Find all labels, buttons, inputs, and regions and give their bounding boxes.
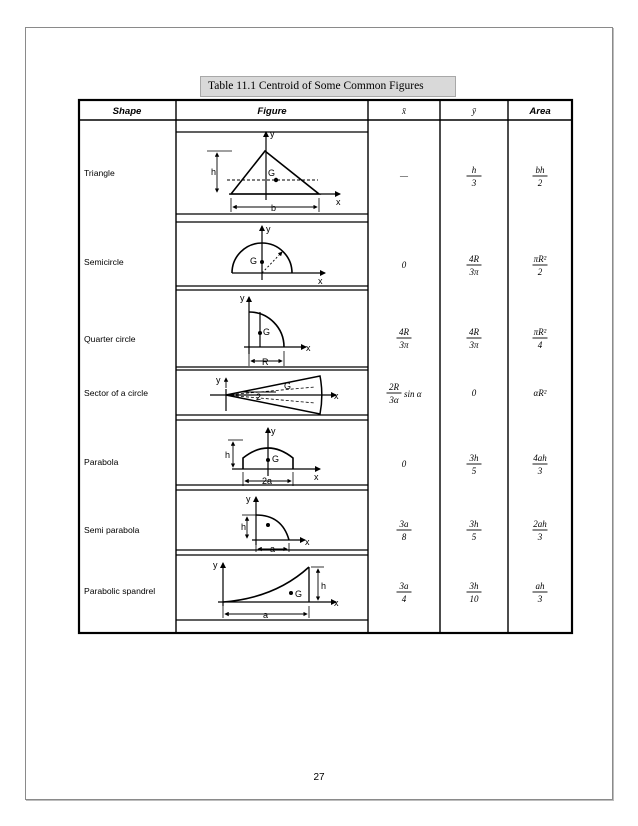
- xbar-value: 0: [401, 459, 407, 469]
- xbar-denominator: 3α: [389, 395, 399, 405]
- area-numerator: bh: [535, 165, 545, 175]
- fig-label: G: [250, 256, 258, 266]
- area-numerator: ah: [535, 581, 545, 591]
- ybar-denominator: 5: [471, 466, 477, 476]
- header-ybar: ȳ: [472, 106, 476, 116]
- xbar-numerator: 2R: [389, 382, 399, 392]
- fig-label: x: [318, 276, 323, 286]
- fig-label: x: [334, 598, 339, 608]
- figure-sector: [210, 376, 336, 414]
- fig-label: y: [246, 494, 251, 504]
- value-cells: [387, 165, 548, 604]
- xbar-tail: sin α: [404, 389, 422, 399]
- ybar-numerator: h: [471, 165, 477, 175]
- table-caption: Table 11.1 Centroid of Some Common Figures: [200, 76, 456, 97]
- xbar-numerator: 4R: [399, 327, 409, 337]
- area-numerator: 2ah: [533, 519, 547, 529]
- ybar-numerator: 4R: [469, 327, 479, 337]
- shape-name: Parabolic spandrel: [84, 586, 156, 596]
- fig-label: G: [263, 327, 271, 337]
- ybar-numerator: 3h: [469, 581, 479, 591]
- xbar-value: 0: [401, 260, 407, 270]
- ybar-denominator: 3π: [469, 267, 479, 277]
- fig-label: 2: [256, 392, 262, 402]
- fig-label: y: [271, 426, 276, 436]
- header-area: Area: [529, 106, 551, 117]
- xbar-denominator: 3π: [399, 340, 409, 350]
- fig-label: h: [321, 581, 327, 591]
- fig-label: x: [314, 472, 319, 482]
- ybar-numerator: 4R: [469, 254, 479, 264]
- area-denominator: 3: [537, 466, 543, 476]
- fig-label: h: [225, 450, 231, 460]
- fig-label: a: [263, 610, 269, 620]
- fig-label: G: [268, 168, 276, 178]
- fig-label: y: [266, 224, 271, 234]
- fig-label: x: [334, 391, 339, 401]
- xbar-denominator: 8: [401, 532, 407, 542]
- fig-label: y: [216, 375, 221, 385]
- ybar-denominator: 5: [471, 532, 477, 542]
- fig-label: x: [336, 197, 341, 207]
- area-denominator: 3: [537, 594, 543, 604]
- figure-parabolic-spandrel: [218, 563, 336, 618]
- fig-label: G: [284, 381, 292, 391]
- shape-name: Quarter circle: [84, 334, 136, 344]
- shape-name: Parabola: [84, 457, 119, 467]
- area-numerator: πR²: [533, 327, 547, 337]
- fig-label: R: [262, 357, 269, 367]
- shape-name: Semicircle: [84, 257, 124, 267]
- fig-label: x: [306, 343, 311, 353]
- fig-label: h: [241, 522, 247, 532]
- header-shape: Shape: [112, 106, 142, 117]
- ybar-numerator: 3h: [469, 519, 479, 529]
- fig-label: y: [213, 560, 218, 570]
- area-denominator: 4: [537, 340, 543, 350]
- fig-label: G: [295, 589, 303, 599]
- fig-label: h: [211, 167, 217, 177]
- ybar-denominator: 3π: [469, 340, 479, 350]
- area-numerator: 4ah: [533, 453, 547, 463]
- fig-label: y: [240, 293, 245, 303]
- page-number: 27: [313, 772, 325, 783]
- area-value: αR²: [533, 388, 547, 398]
- fig-label: x: [305, 537, 310, 547]
- fig-label: b: [271, 203, 277, 213]
- xbar-numerator: 3a: [399, 519, 409, 529]
- shape-name: Semi parabola: [84, 525, 140, 535]
- ybar-numerator: 3h: [469, 453, 479, 463]
- fig-label: a: [270, 544, 276, 554]
- fig-label: 2a: [262, 476, 273, 486]
- fig-label: y: [270, 129, 275, 139]
- header-xbar: x̄: [402, 106, 406, 116]
- area-numerator: πR²: [533, 254, 547, 264]
- xbar-denominator: 4: [401, 594, 407, 604]
- ybar-denominator: 3: [471, 178, 477, 188]
- area-denominator: 2: [537, 267, 543, 277]
- area-denominator: 2: [537, 178, 543, 188]
- shape-name: Sector of a circle: [84, 388, 148, 398]
- header-figure: Figure: [257, 106, 287, 117]
- ybar-denominator: 10: [469, 594, 479, 604]
- xbar-value: —: [399, 171, 409, 181]
- figure-semicircle: [232, 226, 325, 280]
- figure-quarter-circle: [244, 297, 306, 366]
- area-denominator: 3: [537, 532, 543, 542]
- shape-name: Triangle: [84, 168, 115, 178]
- fig-label: G: [272, 454, 280, 464]
- ybar-value: 0: [471, 388, 477, 398]
- xbar-numerator: 3a: [399, 581, 409, 591]
